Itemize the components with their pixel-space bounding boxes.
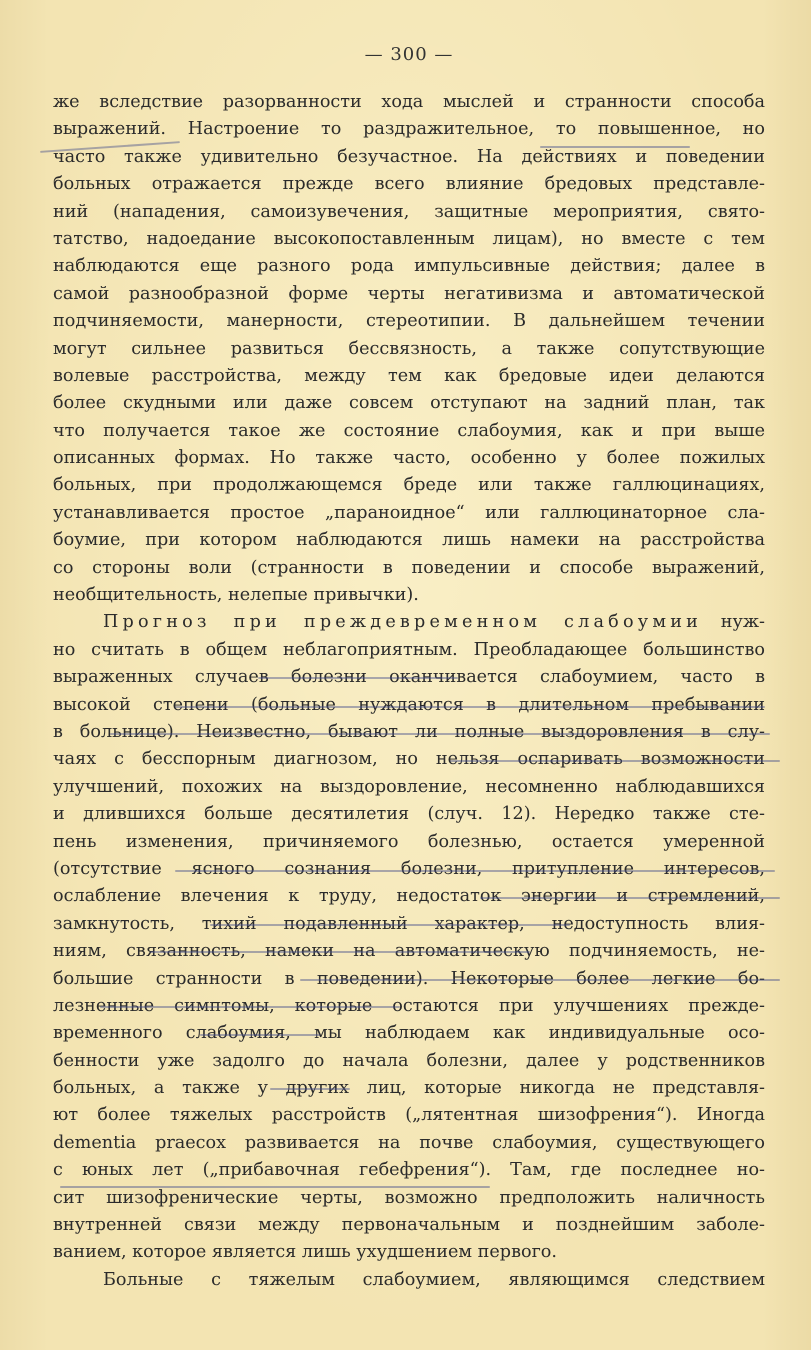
text-line: часто также удивительно безучастное. На действиях и поведении: [53, 146, 765, 167]
text-line: выраженных случаев болезни оканчивается слабоумием, часто в: [53, 667, 765, 688]
text-line: улучшений, похожих на выздоровление, несомненно наблюдавшихся: [53, 776, 765, 797]
pencil-underline: [300, 979, 780, 981]
text-line: могут сильнее развиться бессвязность, а также сопутствующие: [53, 338, 765, 359]
text-line: лезненные симптомы, которые остаются при улучшениях прежде-: [53, 995, 765, 1016]
text-line: что получается такое же состояние слабоумия, как и при выше: [53, 420, 765, 441]
pencil-underline: [258, 677, 458, 679]
text-line: высокой степени (больные нуждаются в длительном пребывании: [53, 694, 765, 715]
text-line: татство, надоедание высокопоставленным лицам), но вместе с тем: [53, 228, 765, 249]
text-line: с юных лет („прибавочная гебефрения“). Там, где последнее но-: [53, 1160, 765, 1181]
text-line: ний (нападения, самоизувечения, защитные мероприятия, свято-: [53, 201, 765, 222]
text-line: подчиняемости, манерности, стереотипии. В дальнейшем течении: [53, 311, 765, 332]
paragraph-3: [53, 1267, 765, 1294]
text-line: Больные с тяжелым слабоумием, являющимся следствием: [103, 1269, 765, 1290]
text-line: но считать в общем неблагоприятным. Преобладающее большинство: [53, 639, 765, 660]
text-line: со стороны воли (странности в поведении и способе выражений,: [53, 557, 765, 578]
text-line: наблюдаются еще разного рода импульсивные действия; далее в: [53, 256, 765, 277]
pencil-underline: [60, 1186, 490, 1188]
text-line: самой разнообразной форме черты негативизма и автоматической: [53, 283, 765, 304]
text-line: внутренней связи между первоначальным и позднейшим заболе-: [53, 1215, 765, 1236]
pencil-underline: [110, 733, 770, 735]
text-line: в больнице). Неизвестно, бывают ли полные выздоровления в слу-: [53, 721, 765, 742]
text-line: бенности уже задолго до начала болезни, далее у родственников: [53, 1050, 765, 1071]
pencil-underline: [200, 1034, 320, 1036]
text-line: dementia praecox развивается на почве слабоумия, существующего: [53, 1132, 765, 1153]
spaced-emphasis: Прогноз при преждевременном слабоумии: [103, 612, 703, 633]
text-line: и длившихся больше десятилетия (случ. 12). Нередко также сте-: [53, 804, 765, 825]
text-line: же вследствие разорванности хода мыслей и странности способа: [53, 92, 765, 112]
text-line-lead: [53, 609, 765, 636]
pencil-underline: [450, 760, 780, 762]
text-line: выражений. Настроение то раздражительное, то повышенное, но: [53, 119, 765, 140]
text-line: ниям, связанность, намеки на автоматическую подчиняемость, не-: [53, 941, 765, 962]
text-line: более скудными или даже совсем отступают на задний план, так: [53, 393, 765, 414]
text-line: большие странности в поведении). Некоторые более легкие бо-: [53, 968, 765, 989]
text-line: замкнутость, тихий подавленный характер, недоступность влия-: [53, 913, 765, 934]
text-line: ют более тяжелых расстройств („лятентная шизофрения“). Иногда: [53, 1105, 765, 1126]
text-line: больных, при продолжающемся бреде или также галлюцинациях,: [53, 475, 765, 496]
pencil-underline: [175, 870, 775, 872]
paragraph-1: [53, 89, 765, 609]
text-line: чаях с бесспорным диагнозом, но нельзя оспаривать возможности: [53, 749, 765, 770]
text-line: (отсутствие ясного сознания болезни, притупление интересов,: [53, 858, 765, 879]
text-line: больных, а также у других лиц, которые никогда не представля-: [53, 1078, 765, 1099]
pencil-underline: [480, 897, 780, 899]
text-line: волевые расстройства, между тем как бредовые идеи делаются: [53, 365, 765, 386]
text-line: необщительность, нелепые привычки).: [53, 585, 419, 606]
text-line: описанных формах. Но также часто, особенно у более пожилых: [53, 448, 765, 469]
text-line: устанавливается простое „параноидное“ или галлюцинаторное сла-: [53, 502, 765, 523]
paragraph-2: [53, 609, 765, 1266]
pencil-underline: [100, 1006, 400, 1008]
text-line: ванием, которое является лишь ухудшением первого.: [53, 1242, 557, 1263]
pencil-underline: [150, 951, 530, 953]
text-line: временного слабоумия, мы наблюдаем как индивидуальные осо-: [53, 1023, 765, 1044]
text-line: пень изменения, причиняемого болезнью, остается умеренной: [53, 831, 765, 852]
text-line: ослабление влечения к труду, недостаток энергии и стремлений,: [53, 886, 765, 907]
pencil-underline: [540, 146, 690, 148]
pencil-underline: [210, 924, 570, 926]
text-line: боумие, при котором наблюдаются лишь намеки на расстройства: [53, 530, 765, 551]
text-line: сит шизофренические черты, возможно предположить наличность: [53, 1187, 765, 1208]
pencil-underline: [270, 1088, 350, 1090]
text-line: больных отражается прежде всего влияние бредовых представле-: [53, 174, 765, 195]
page-number: — 300 —: [364, 44, 454, 65]
lead-rest: нуж-: [702, 612, 765, 633]
pencil-underline: [175, 706, 765, 708]
